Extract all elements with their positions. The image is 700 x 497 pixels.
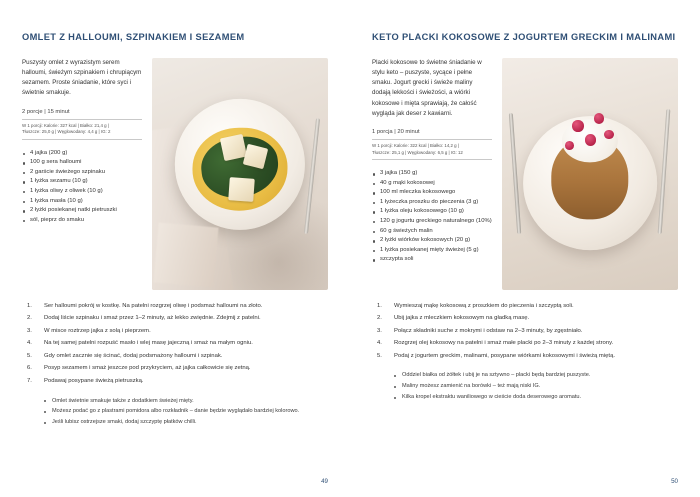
preparation-steps [372,302,678,362]
list-item: 1 łyżka oleju kokosowego (10 g) [372,207,492,217]
preparation-steps [22,302,328,387]
list-item: 100 ml mleczka kokosowego [372,188,492,198]
nutrition-line-2: Tłuszcze: 25,1 g | Węglowodany: 6,5 g | IG: 12 [372,149,463,155]
ingredients-list [372,169,492,265]
list-item: Możesz podać go z plastrami pomidora albo rozkładnik – danie będzie wyglądało bardziej kolorowo. [44,407,328,416]
list-item: 40 g mąki kokosowej [372,179,492,189]
list-item: Wymieszaj mąkę kokosową z proszkiem do pieczenia i szczyptą soli. [394,302,574,309]
list-item: 120 g jogurtu greckiego naturalnego (10%) [372,217,492,227]
raspberry-shape [604,130,614,140]
page-title: OMLET Z HALLOUMI, SZPINAKIEM I SEZAMEM [22,32,245,42]
list-item: 1 łyżka oliwy z oliwek (10 g) [22,187,142,197]
servings-time: 2 porcje | 15 minut [22,108,70,115]
list-item: 1 łyżka masła (10 g) [22,197,142,207]
fork-shape [657,109,670,234]
list-item: Ubij jajka z mleczkiem kokosowym na gładką masę. [394,315,530,322]
servings-time: 1 porcja | 20 minut [372,129,420,136]
list-item: 100 g sera halloumi [22,158,142,168]
list-item: 2 garście świeżego szpinaku [22,168,142,178]
list-item: Rozgrzej olej kokosowy na patelni i smaż małe placki po 2–3 minuty z każdej strony. [394,340,614,347]
nutrition-line-1: W 1 porcji: Kalorie: 322 kcal | Białko: 14,2 g | [372,143,459,149]
list-item: Ser halloumi pokrój w kostkę. Na patelni rozgrzej oliwę i podsmaż halloumi na złoto. [44,302,263,309]
napkin-decor [153,222,218,287]
list-item: Na tej samej patelni rozpuść masło i wlej masę jajeczną i smaż na małym ogniu. [44,340,253,347]
list-item: 4 jajka (200 g) [22,149,142,159]
nutrition-line-2: Tłuszcze: 25,0 g | Węglowodany: 4,4 g | IG: 2 [22,129,111,135]
raspberry-shape [585,134,596,145]
left-top-area [22,58,328,290]
page-number: 50 [671,478,678,485]
list-item: 1 łyżka posiekanej mięty świeżej (5 g) [372,246,492,256]
page-number: 49 [321,478,328,485]
right-text-column [372,58,492,265]
list-item: 1 łyżeczka proszku do pieczenia (3 g) [372,198,492,208]
list-item: Omlet świetnie smakuje także z dodatkiem świeżej mięty. [44,397,328,406]
list-item: W misce roztrzep jajka z solą i pieprzem. [44,327,151,334]
tips-list [22,397,328,428]
list-item: Posyp sezamem i smaż jeszcze pod przykryciem, aż jajka całkowicie się zetną. [44,365,251,372]
fork-shape [304,118,320,234]
list-item: Oddziel białka od żółtek i ubij je na sztywno – placki będą bardziej puszyste. [394,371,678,380]
knife-shape [508,113,520,234]
recipe-intro: Placki kokosowe to świetne śniadanie w stylu keto – puszyste, sycące i pełne smaku. Jogurt grecki i świeże maliny dodają lekkości i świeżości, a wiórki kokosowe i mięta sprawiają, że całość wygląda jak deser z kawiarni. [372,58,482,117]
list-item: 60 g świeżych malin [372,227,492,237]
list-item: 1 łyżka sezamu (10 g) [22,177,142,187]
list-item: Podawaj posypane świeżą pietruszką. [44,377,144,384]
list-item: Kilka kropel ekstraktu waniliowego w cieście doda deserowego aromatu. [394,393,678,402]
nutrition-line-1: W 1 porcji: Kalorie: 327 kcal | Białko: 21,4 g | [22,122,109,128]
list-item: Maliny możesz zamienić na borówki – też mają niski IG. [394,382,678,391]
left-photo-column [152,58,328,290]
right-top-area [372,58,678,290]
ingredients-list [22,149,142,226]
page-title: KETO PLACKI KOKOSOWE Z JOGURTEM GRECKIM I MALINAMI [372,32,676,42]
raspberry-shape [594,113,605,124]
list-item: Połącz składniki suche z mokrymi i odstaw na 2–3 minuty, by zgęstniało. [394,327,583,334]
list-item: Gdy omlet zacznie się ścinać, dodaj podsmażony halloumi i szpinak. [44,352,223,359]
list-item: sól, pieprz do smaku [22,216,142,226]
nutrition-box [22,119,142,140]
tips-list [372,371,678,402]
recipe-photo [152,58,328,290]
nutrition-box [372,139,492,160]
list-item: Dodaj liście szpinaku i smaż przez 1–2 minuty, aż lekko zwiędnie. Zdejmij z patelni. [44,315,261,322]
recipe-photo [502,58,678,290]
halloumi-cube [229,177,255,202]
list-item: Podaj z jogurtem greckim, malinami, posypane wiórkami kokosowymi i świeżą miętą. [394,352,615,359]
list-item: Jeśli lubisz ostrzejsze smaki, dodaj szczyptę płatków chilli. [44,418,328,427]
list-item: 2 łyżki wiórków kokosowych (20 g) [372,236,492,246]
list-item: szczypta soli [372,255,492,265]
right-photo-column [502,58,678,290]
raspberry-shape [572,120,583,131]
list-item: 3 jajka (150 g) [372,169,492,179]
list-item: 2 łyżki posiekanej natki pietruszki [22,206,142,216]
left-text-column [22,58,142,226]
recipe-intro: Puszysty omlet z wyrazistym serem halloumi, świeżym szpinakiem i chrupiącym sezamem. Proste śniadanie, które syci i świetnie smakuje. [22,58,142,97]
right-page [350,0,700,497]
